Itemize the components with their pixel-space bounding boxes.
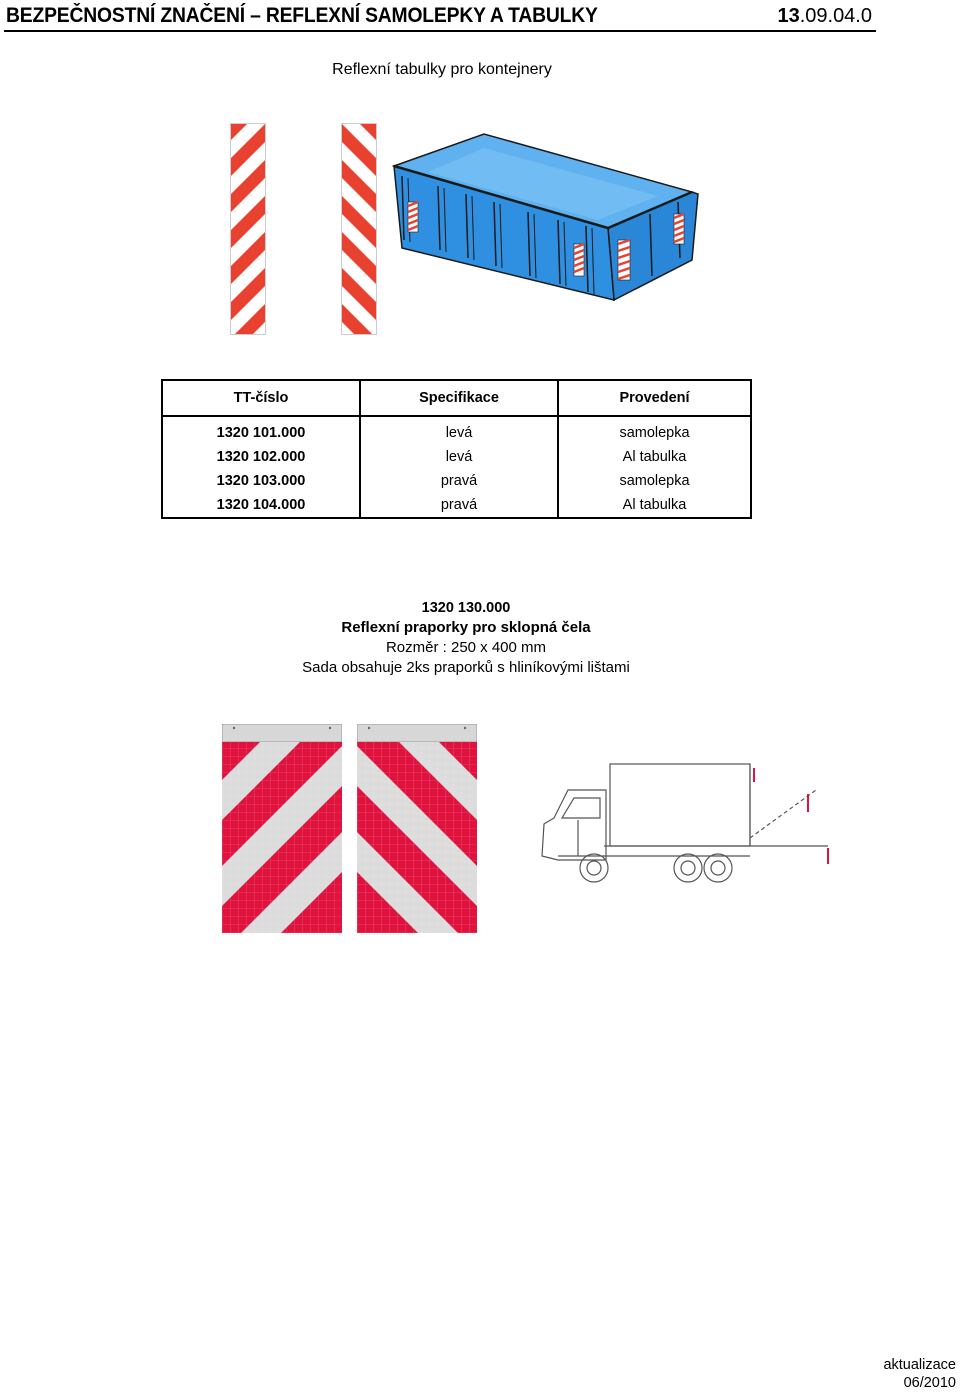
table-row [162,445,751,469]
column-header-version: Provedení [558,380,751,416]
cell-specification: pravá [360,493,558,518]
cell-version: Al tabulka [558,445,751,469]
table-row [162,416,751,445]
right-reflective-sign-image [341,123,377,335]
column-header-tt-number: TT-číslo [162,380,360,416]
flags-description [0,598,932,678]
container-illustration [388,130,704,306]
containers-section-title: Reflexní tabulky pro kontejnery [332,61,552,78]
spec-table [161,379,752,519]
flags-title: Reflexní praporky pro sklopná čela [341,619,591,636]
table-row [162,493,751,518]
table-header-row [162,380,751,416]
flags-part-number: 1320 130.000 [421,600,511,616]
cell-version: Al tabulka [558,493,751,518]
document-code [777,5,872,28]
page-footer [883,1356,956,1392]
footer-label: aktualizace [883,1357,956,1373]
truck-illustration [538,760,838,890]
page-header [4,4,876,32]
left-reflective-sign-image [230,123,266,335]
column-header-specification: Specifikace [360,380,558,416]
footer-date: 06/2010 [903,1375,956,1391]
cell-version: samolepka [558,416,751,445]
left-flag-image [222,724,342,933]
table-row [162,469,751,493]
cell-tt-number: 1320 102.000 [162,445,360,469]
document-code-bold: 13 [777,5,800,27]
cell-specification: pravá [360,469,558,493]
cell-tt-number: 1320 104.000 [162,493,360,518]
right-flag-image [357,724,477,933]
flags-size: Rozměr : 250 x 400 mm [385,639,547,656]
flags-set-contents: Sada obsahuje 2ks praporků s hliníkovými lištami [302,659,630,676]
cell-specification: levá [360,445,558,469]
page-title: BEZPEČNOSTNÍ ZNAČENÍ – REFLEXNÍ SAMOLEPKY A TABULKY [6,4,598,27]
cell-tt-number: 1320 103.000 [162,469,360,493]
cell-version: samolepka [558,469,751,493]
cell-specification: levá [360,416,558,445]
document-code-rest: .09.04.0 [799,5,872,27]
cell-tt-number: 1320 101.000 [162,416,360,445]
